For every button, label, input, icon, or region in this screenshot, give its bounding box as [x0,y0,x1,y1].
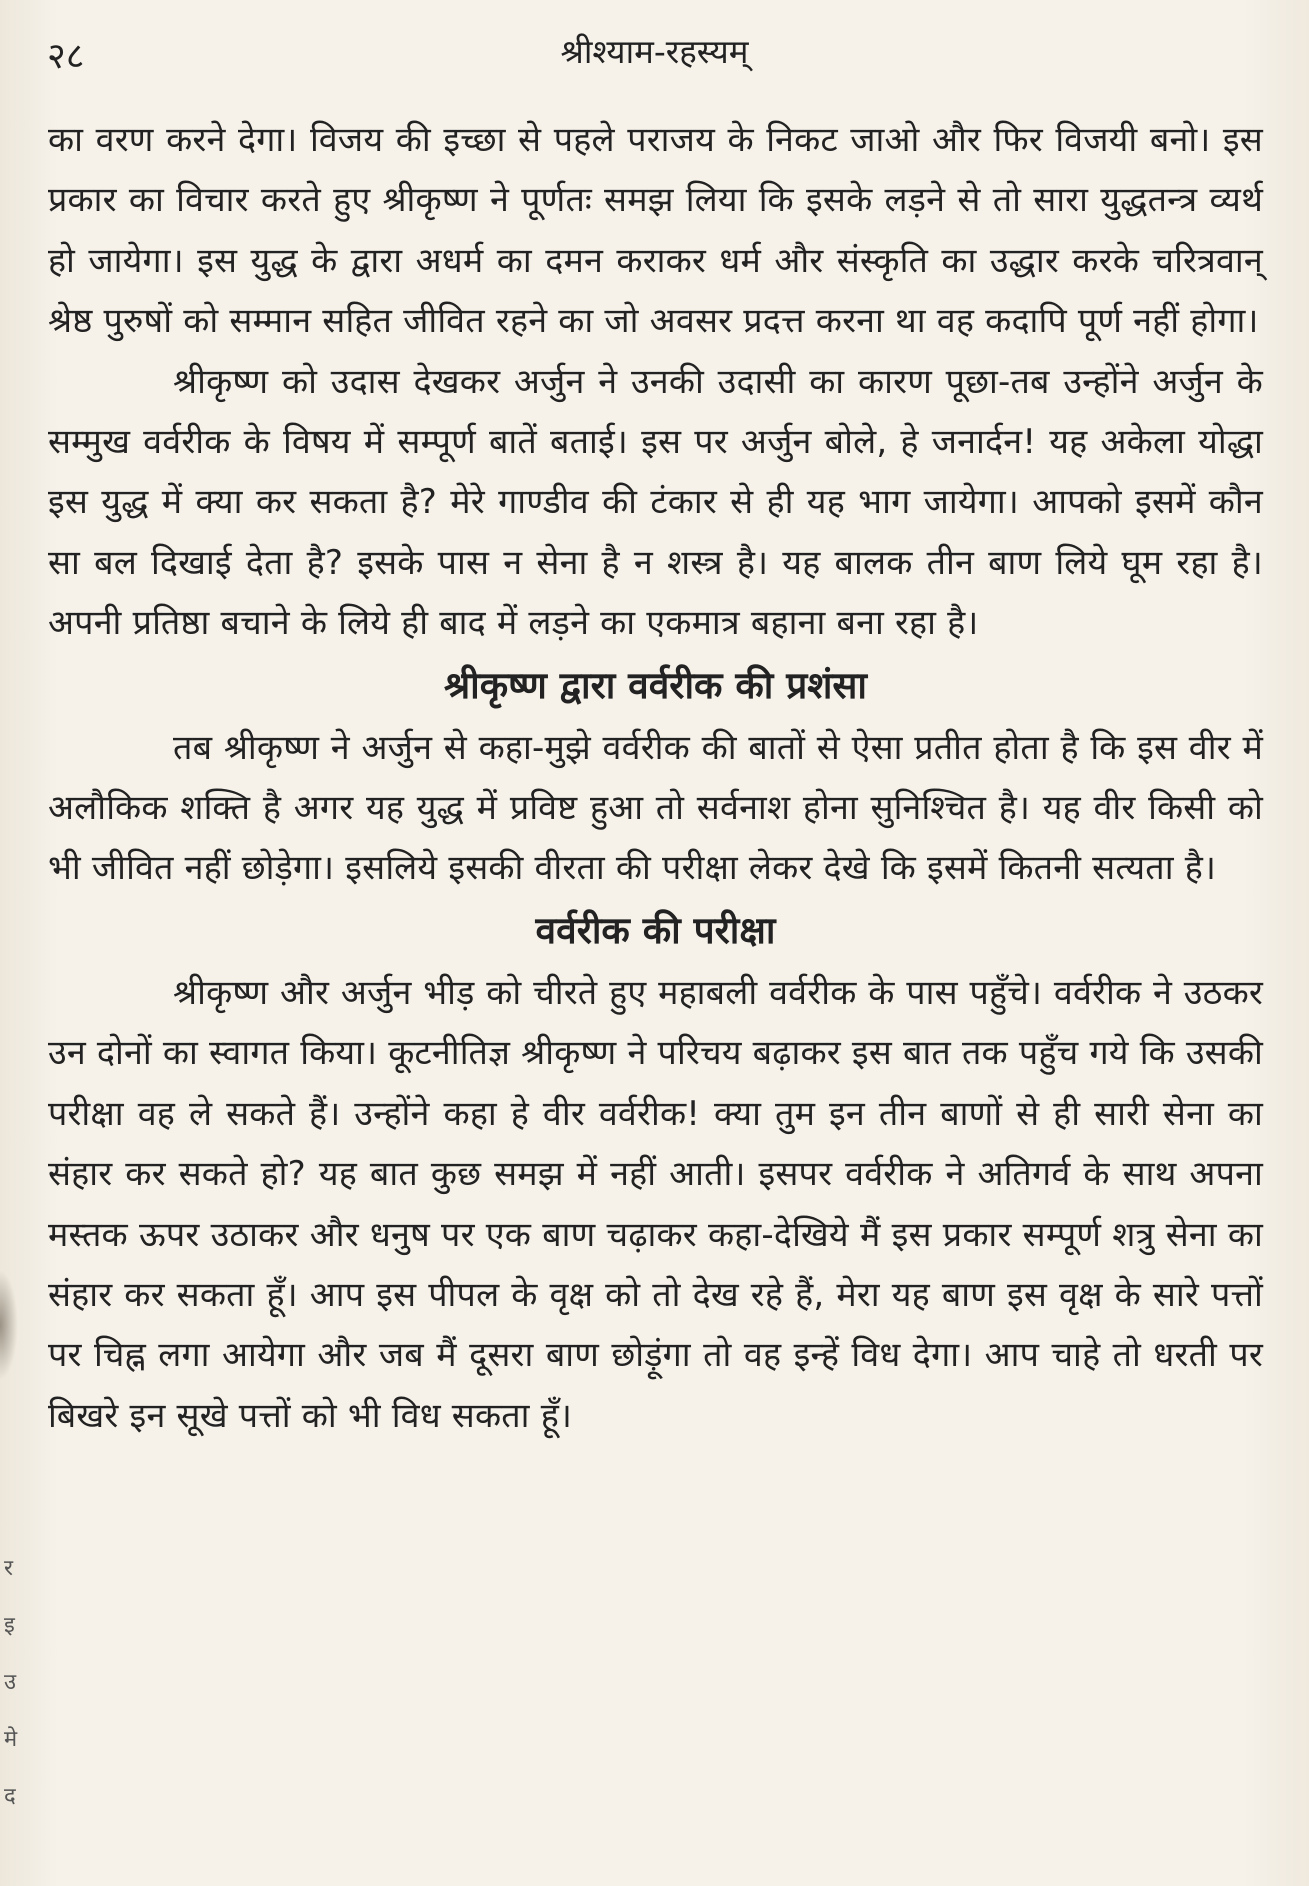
paragraph-2: श्रीकृष्ण को उदास देखकर अर्जुन ने उनकी उदासी का कारण पूछा-तब उन्होंने अर्जुन के सम्मुख वर्वरीक के विषय में सम्पूर्ण बातें बताई। इस पर अर्जुन बोले, हे जनार्दन! यह अकेला योद्धा इस युद्ध में क्या कर सकता है? मेरे गाण्डीव की टंकार से ही यह भाग जायेगा। आपको इसमें कौन सा बल दिखाई देता है? इसके पास न सेना है न शस्त्र है। यह बालक तीन बाण लिये घूम रहा है। अपनी प्रतिष्ठा बचाने के लिये ही बाद में लड़ने का एकमात्र बहाना बना रहा है। [48,361,1263,644]
running-title: श्रीश्याम-रहस्यम् [560,32,749,71]
page-header [45,18,1264,78]
margin-mark: इ [4,1613,15,1638]
binding-shadow [0,1270,18,1380]
margin-mark: र [4,1556,13,1581]
margin-marks [4,1540,24,1825]
section-heading-2: वर्वरीक की परीक्षा [535,908,776,952]
margin-mark: उ [4,1670,17,1695]
body-text [48,110,1263,1446]
paragraph-3: तब श्रीकृष्ण ने अर्जुन से कहा-मुझे वर्वरीक की बातों से ऐसा प्रतीत होता है कि इस वीर में अलौकिक शक्ति है अगर यह युद्ध में प्रविष्ट हुआ तो सर्वनाश होना सुनिश्चित है। यह वीर किसी को भी जीवित नहीं छोड़ेगा। इसलिये इसकी वीरता की परीक्षा लेकर देखे कि इसमें कितनी सत्यता है। [48,727,1263,889]
margin-mark: द [4,1784,16,1809]
page-number: २८ [47,36,85,77]
paragraph-1: का वरण करने देगा। विजय की इच्छा से पहले पराजय के निकट जाओ और फिर विजयी बनो। इस प्रकार का विचार करते हुए श्रीकृष्ण ने पूर्णतः समझ लिया कि इसके लड़ने से तो सारा युद्धतन्त्र व्यर्थ हो जायेगा। इस युद्ध के द्वारा अधर्म का दमन कराकर धर्म और संस्कृति का उद्धार करके चरित्रवान् श्रेष्ठ पुरुषों को सम्मान सहित जीवित रहने का जो अवसर प्रदत्त करना था वह कदापि पूर्ण नहीं होगा। [48,120,1263,342]
section-heading-1: श्रीकृष्ण द्वारा वर्वरीक की प्रशंसा [443,663,868,707]
paragraph-4: श्रीकृष्ण और अर्जुन भीड़ को चीरते हुए महाबली वर्वरीक के पास पहुँचे। वर्वरीक ने उठकर उन दोनों का स्वागत किया। कूटनीतिज्ञ श्रीकृष्ण ने परिचय बढ़ाकर इस बात तक पहुँच गये कि उसकी परीक्षा वह ले सकते हैं। उन्होंने कहा हे वीर वर्वरीक! क्या तुम इन तीन बाणों से ही सारी सेना का संहार कर सकते हो? यह बात कुछ समझ में नहीं आती। इसपर वर्वरीक ने अतिगर्व के साथ अपना मस्तक ऊपर उठाकर और धनुष पर एक बाण चढ़ाकर कहा-देखिये मैं इस प्रकार सम्पूर्ण शत्रु सेना का संहार कर सकता हूँ। आप इस पीपल के वृक्ष को तो देख रहे हैं, मेरा यह बाण इस वृक्ष के सारे पत्तों पर चिह्न लगा आयेगा और जब मैं दूसरा बाण छोड़ूंगा तो वह इन्हें विध देगा। आप चाहे तो धरती पर बिखरे इन सूखे पत्तों को भी विध सकता हूँ। [48,972,1263,1436]
margin-mark: मे [4,1727,18,1752]
